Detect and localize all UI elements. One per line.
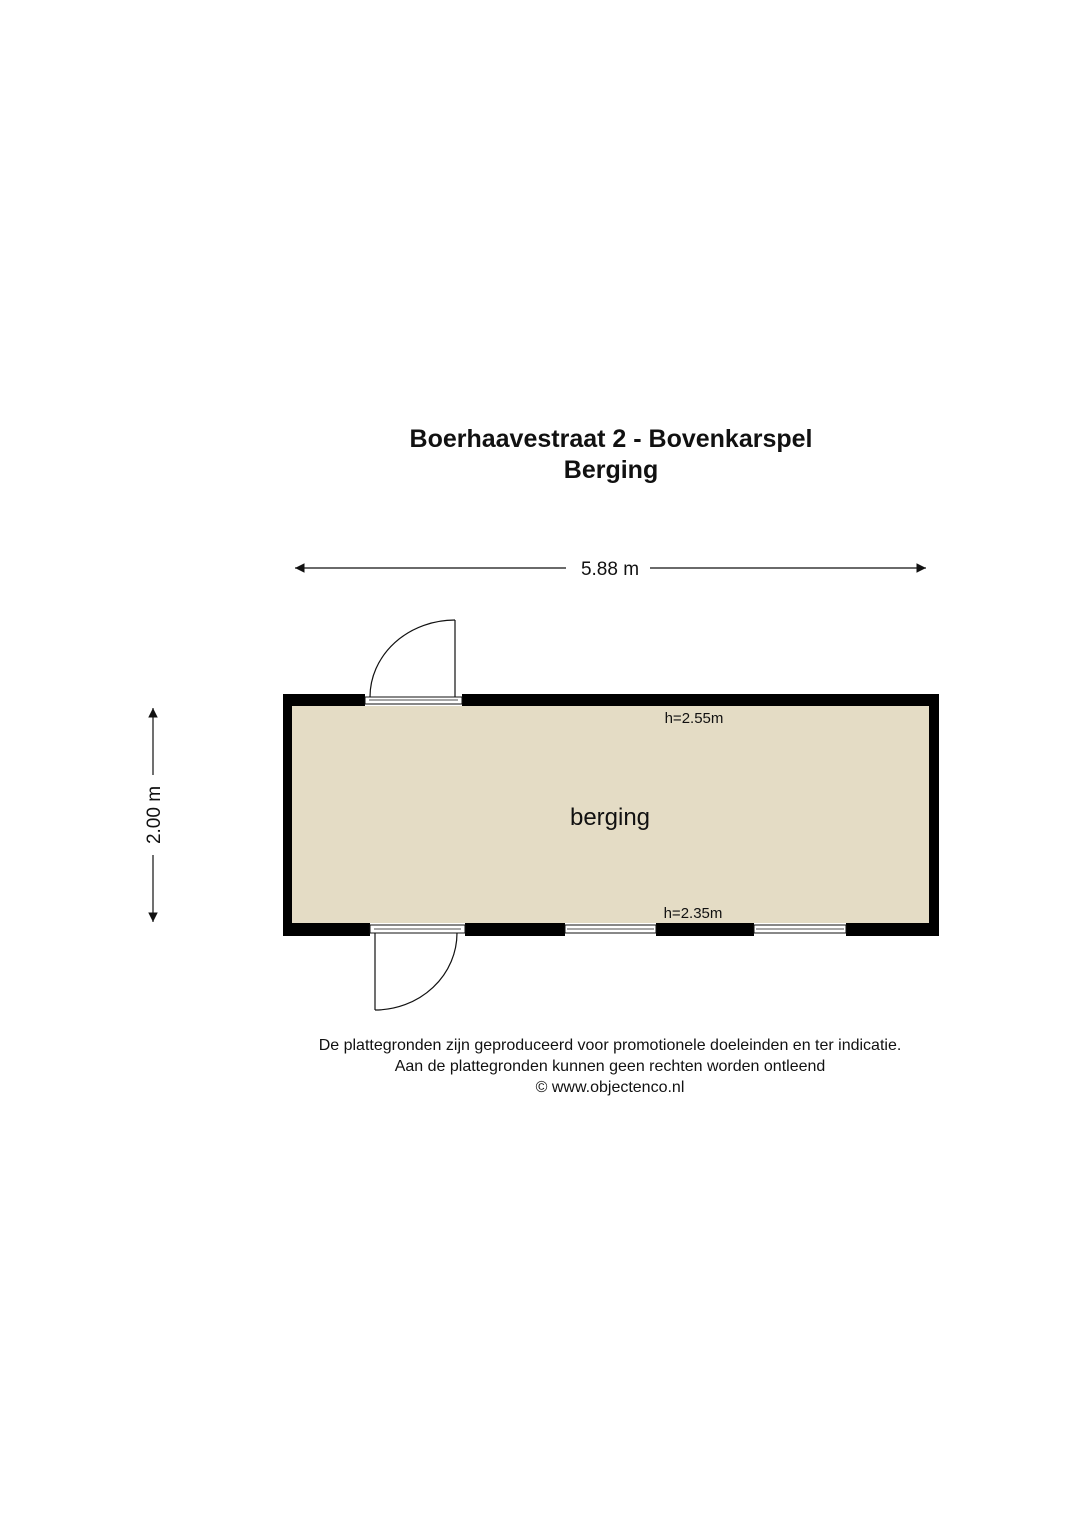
wall-bottom-1 <box>283 923 370 936</box>
address-title: Boerhaavestraat 2 - Bovenkarspel <box>409 425 813 453</box>
wall-top-left <box>283 694 365 706</box>
disclaimer <box>0 1035 1080 1098</box>
disclaimer-line-1: De plattegronden zijn geproduceerd voor promotionele doeleinden en ter indicatie. <box>318 1037 902 1054</box>
floor-title: Berging <box>563 456 659 484</box>
disclaimer-line-2: Aan de plattegronden kunnen geen rechten worden ontleend <box>394 1058 826 1075</box>
wall-right <box>929 694 939 936</box>
wall-bottom-3 <box>656 923 754 936</box>
ceiling-height-bottom: h=2.35m <box>663 905 723 922</box>
wall-top-right <box>462 694 939 706</box>
wall-left <box>283 694 292 936</box>
wall-bottom-2 <box>465 923 565 936</box>
width-dimension <box>295 559 926 580</box>
room-name: berging <box>569 804 651 831</box>
depth-label: 2.00 m <box>144 785 165 845</box>
width-label: 5.88 m <box>580 559 640 580</box>
door-bottom <box>370 925 465 1010</box>
copyright-line: © www.objectenco.nl <box>535 1079 685 1096</box>
wall-bottom-4 <box>846 923 939 936</box>
door-top <box>365 620 462 704</box>
depth-dimension <box>144 708 165 922</box>
ceiling-height-top: h=2.55m <box>664 710 724 727</box>
window-1 <box>565 925 656 933</box>
window-2 <box>754 925 846 933</box>
